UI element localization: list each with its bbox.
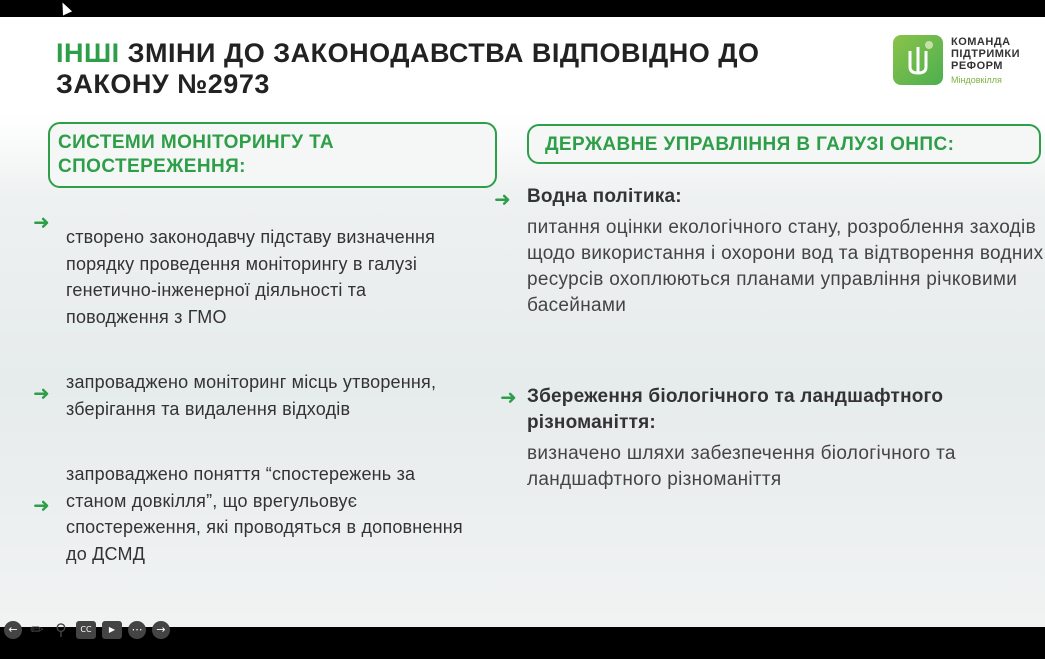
arrow-icon: ➜ <box>33 383 50 405</box>
logo-line-2: ПІДТРИМКИ <box>951 48 1021 60</box>
state-management-box <box>527 124 1041 164</box>
trident-logo-icon <box>893 35 943 85</box>
logo-subtitle: Міндовкілля <box>951 75 1002 85</box>
reform-support-team-logo <box>893 35 1043 89</box>
slide-header <box>0 17 1045 109</box>
water-policy-heading: Водна політика: <box>527 186 682 207</box>
monitoring-systems-box <box>48 122 497 188</box>
biodiversity-heading: Збереження біологічного та ландшафтного різноманіття: <box>527 386 944 433</box>
monitoring-systems-title: СИСТЕМИ МОНІТОРИНГУ ТА СПОСТЕРЕЖЕННЯ: <box>58 132 335 177</box>
captions-icon[interactable]: CC <box>76 621 96 639</box>
arrow-icon: ➜ <box>33 495 50 517</box>
arrow-icon: ➜ <box>494 189 511 211</box>
biodiversity-text: визначено шляхи забезпечення біологічного та ландшафтного різноманіття <box>527 443 956 490</box>
presentation-slide <box>0 17 1045 639</box>
pen-icon[interactable]: ✏ <box>30 620 44 639</box>
logo-line-3: РЕФОРМ <box>951 60 1003 72</box>
video-off-icon[interactable]: ▶ <box>102 621 122 639</box>
forward-icon[interactable]: → <box>152 621 170 639</box>
slide-title <box>56 38 816 100</box>
arrow-icon: ➜ <box>33 212 50 234</box>
presenter-toolbar <box>4 621 170 639</box>
mouse-cursor <box>58 0 72 15</box>
logo-text <box>951 36 1020 72</box>
arrow-icon: ➜ <box>500 387 517 409</box>
zoom-icon[interactable]: ⚲ <box>55 620 67 639</box>
left-item-3: запроваджено поняття “спостережень за станом довкілля”, що врегульовує спостереження, які проводяться в доповнення до ДСМД <box>66 464 463 564</box>
left-item-1: створено законодавчу підставу визначення порядку проведення моніторингу в галузі генетично-інженерної діяльності та поводження з ГМО <box>66 227 436 327</box>
more-icon[interactable]: ⋯ <box>128 621 146 639</box>
state-management-title: ДЕРЖАВНЕ УПРАВЛІННЯ В ГАЛУЗІ ОНПС: <box>545 134 955 155</box>
back-icon[interactable]: ← <box>4 621 22 639</box>
title-accent: ІНШІ <box>56 38 120 68</box>
logo-line-1: КОМАНДА <box>951 36 1011 48</box>
water-policy-text: питання оцінки екологічного стану, розроблення заходів щодо використання і охорони вод та відтворення водних ресурсів охоплюються планами управління річковими басейнами <box>527 217 1044 316</box>
title-rest: ЗМІНИ ДО ЗАКОНОДАВСТВА ВІДПОВІДНО ДО ЗАКОНУ №2973 <box>56 38 760 99</box>
left-item-2: запроваджено моніторинг місць утворення, зберігання та видалення відходів <box>66 372 437 419</box>
